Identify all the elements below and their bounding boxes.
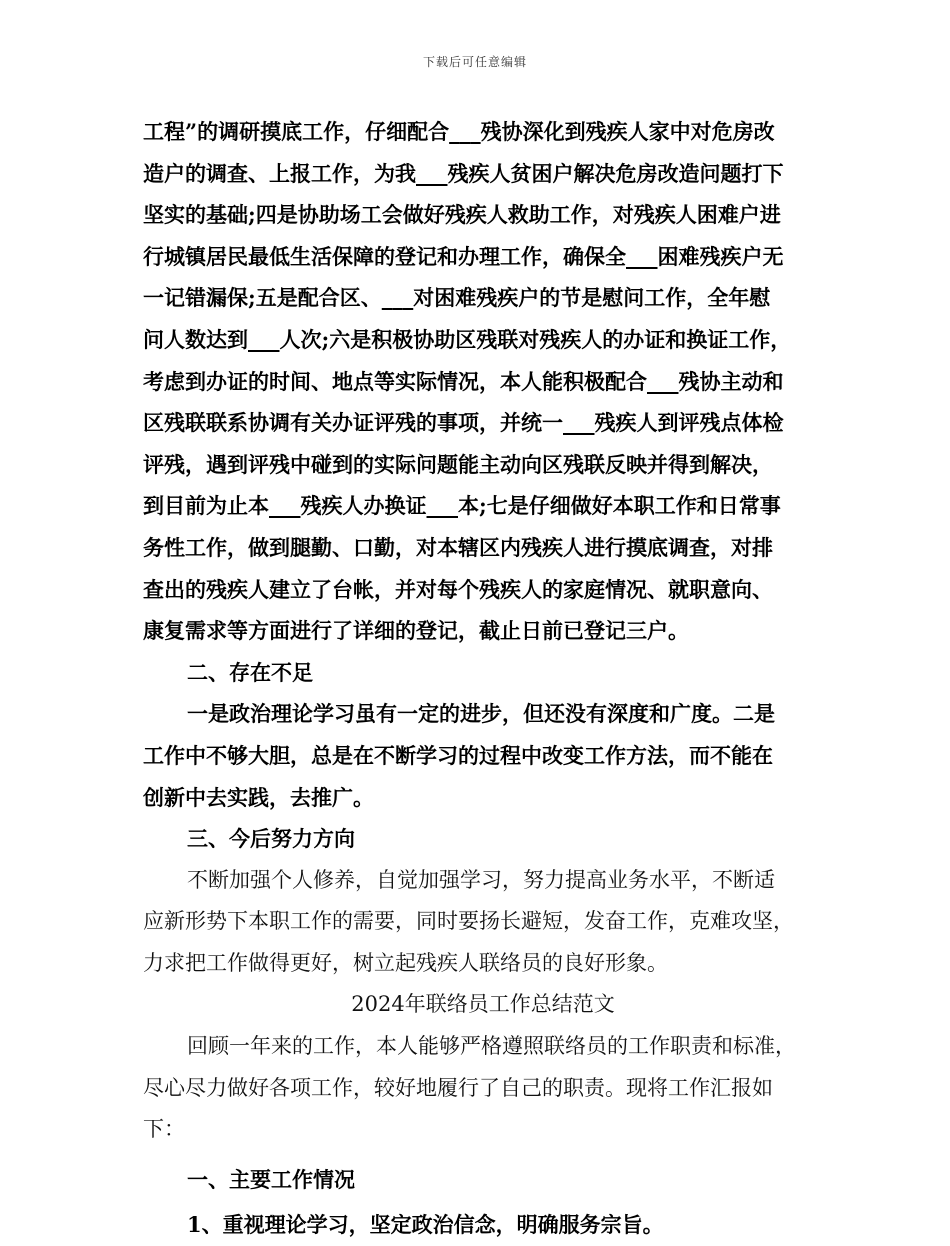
paragraph-line: 一记错漏保;五是配合区、___对困难残疾户的节是慰问工作，全年慰 xyxy=(143,285,771,311)
paragraph-line: 力求把工作做得更好，树立起残疾人联络员的良好形象。 xyxy=(143,950,668,975)
paragraph-line: 尽心尽力做好各项工作，较好地履行了自己的职责。现将工作汇报如 xyxy=(143,1075,773,1100)
paragraph-line: 康复需求等方面进行了详细的登记，截止日前已登记三户。 xyxy=(143,618,689,644)
paragraph-line: 问人数达到___人次;六是积极协助区残联对残疾人的办证和换证工作， xyxy=(143,326,792,352)
paragraph-line: 查出的残疾人建立了台帐，并对每个残疾人的家庭情况、就职意向、 xyxy=(143,576,773,602)
document-title: 2024年联络员工作总结范文 xyxy=(351,992,615,1017)
paragraph-line: 一是政治理论学习虽有一定的进步，但还没有深度和广度。二是 xyxy=(187,701,775,727)
section-heading: 二、存在不足 xyxy=(187,659,313,685)
paragraph-line: 下： xyxy=(143,1117,185,1142)
paragraph-line: 应新形势下本职工作的需要，同时要扬长避短，发奋工作，克难攻坚， xyxy=(143,909,794,934)
paragraph-line: 不断加强个人修养，自觉加强学习，努力提高业务水平，不断适 xyxy=(187,867,775,892)
page-header: 下载后可任意编辑 xyxy=(422,55,527,69)
paragraph-line: 工作中不够大胆，总是在不断学习的过程中改变工作方法，而不能在 xyxy=(143,742,773,768)
paragraph-line: 造户的调查、上报工作，为我___残疾人贫困户解决危房改造问题打下 xyxy=(143,160,784,186)
paragraph-line: 坚实的基础;四是协助场工会做好残疾人救助工作，对残疾人困难户进 xyxy=(143,202,781,228)
section-heading: 一、主要工作情况 xyxy=(187,1166,355,1192)
paragraph-line: 创新中去实践，去推广。 xyxy=(143,784,374,810)
paragraph-line: 评残，遇到评残中碰到的实际问题能主动向区残联反映并得到解决， xyxy=(143,451,773,477)
paragraph-line: 行城镇居民最低生活保障的登记和办理工作，确保全___困难残疾户无 xyxy=(143,243,784,269)
paragraph-line: 回顾一年来的工作，本人能够严格遵照联络员的工作职责和标准， xyxy=(187,1034,796,1059)
paragraph-line: 务性工作，做到腿勤、口勤，对本辖区内残疾人进行摸底调查，对排 xyxy=(143,534,773,560)
document-body xyxy=(143,111,823,1246)
paragraph-line: 考虑到办证的时间、地点等实际情况，本人能积极配合___残协主动和 xyxy=(143,368,784,394)
paragraph-line: 工程”的调研摸底工作，仔细配合___残协深化到残疾人家中对危房改 xyxy=(143,119,775,144)
section-heading: 三、今后努力方向 xyxy=(187,826,355,852)
paragraph-line: 到目前为止本___残疾人办换证___本;七是仔细做好本职工作和日常事 xyxy=(143,493,781,519)
paragraph-line: 区残联联系协调有关办证评残的事项，并统一___残疾人到评残点体检 xyxy=(143,410,784,436)
subsection-heading: 1、重视理论学习，坚定政治信念，明确服务宗旨。 xyxy=(187,1212,664,1238)
